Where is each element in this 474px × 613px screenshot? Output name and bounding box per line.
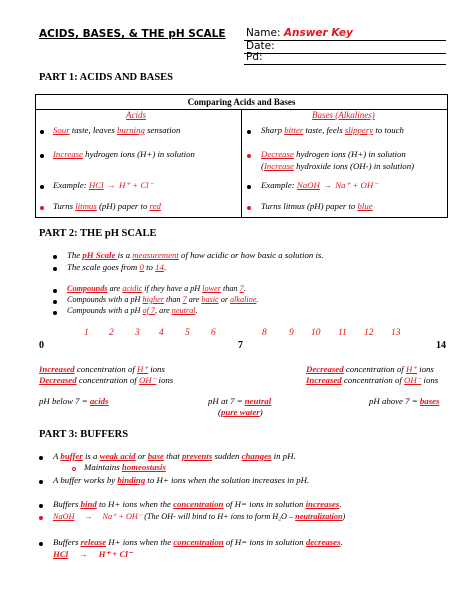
bullet	[53, 267, 57, 271]
base-side-h-ions: Decreased concentration of H⁺ ions	[306, 364, 434, 374]
comparison-table	[35, 94, 448, 218]
acids-row-hydrogen: Increase hydrogen ions (H+) in solution	[53, 149, 195, 159]
scale-number: 9	[289, 328, 294, 338]
maintains-homeostasis: Maintains homeostasis	[84, 462, 166, 472]
date-label: Date:	[246, 40, 275, 52]
arrow-icon: →	[78, 549, 88, 559]
scale-mid-7: 7	[238, 340, 243, 351]
table-caption: Comparing Acids and Bases	[187, 97, 296, 107]
pure-water: (pure water)	[218, 407, 263, 417]
ph-at-7: pH at 7 = neutral	[208, 396, 272, 406]
basic-rule: Compounds with a pH higher than 7 are basic or alkaline.	[67, 295, 259, 304]
bullet	[247, 185, 251, 189]
bullet	[39, 504, 43, 508]
scale-number: 4	[159, 328, 164, 338]
scale-number: 11	[338, 328, 347, 338]
document-title: ACIDS, BASES, & THE pH SCALE	[39, 28, 226, 40]
acid-side-h-ions: Increased concentration of H⁺ ions	[39, 364, 165, 374]
ph-below-7: pH below 7 = acids	[39, 396, 109, 406]
ph-scale-definition: The pH Scale is a measurement of how acidic or how basic a solution is.	[67, 250, 324, 260]
name-label: Name:	[246, 27, 281, 39]
date-line	[244, 53, 446, 54]
scale-number: 3	[135, 328, 140, 338]
bullet	[40, 130, 44, 134]
acid-side-oh-ions: Decreased concentration of OH⁻ ions	[39, 375, 174, 385]
naoh-equation: NaOH → Na⁺ + OH⁻ (The OH- will bind to H+ ions to form H₂O – neutralization)	[53, 512, 346, 521]
scale-number: 1	[84, 328, 89, 338]
buffers-bind: Buffers bind to H+ ions when the concentration of H= ions in solution increases.	[53, 499, 342, 509]
bullet	[40, 206, 44, 210]
buffers-release: Buffers release H+ ions when the concentration of H= ions in solution decreases.	[53, 537, 343, 547]
bullet	[39, 542, 43, 546]
acids-row-taste: Sour taste, leaves burning sensation	[53, 125, 181, 135]
name-value: Answer Key	[283, 27, 353, 39]
bullet	[53, 311, 57, 315]
bullet	[39, 456, 43, 460]
sub-bullet	[72, 467, 76, 471]
bullet	[39, 516, 43, 520]
pd-label: Pd:	[246, 51, 263, 63]
scale-number: 2	[109, 328, 114, 338]
bases-row-example: Example: NaOH → Na⁺ + OH⁻	[261, 180, 378, 190]
part3-heading: PART 3: BUFFERS	[39, 429, 129, 440]
bullet	[53, 289, 57, 293]
hcl-equation: HCl → H⁺ + Cl⁻	[53, 549, 133, 559]
ph-above-7: pH above 7 = bases	[369, 396, 440, 406]
bases-row-hydrogen: Decrease hydrogen ions (H+) in solution	[261, 149, 406, 159]
acids-header: Acids	[126, 110, 146, 120]
bullet	[53, 255, 57, 259]
bullet	[247, 206, 251, 210]
bullet	[247, 130, 251, 134]
part2-heading: PART 2: THE pH SCALE	[39, 228, 157, 239]
bullet	[40, 154, 44, 158]
base-side-oh-ions: Increased concentration of OH⁻ ions	[306, 375, 439, 385]
scale-number: 12	[364, 328, 374, 338]
scale-number: 13	[391, 328, 401, 338]
ph-scale-range: The scale goes from 0 to 14.	[67, 262, 167, 272]
name-field	[246, 27, 353, 39]
arrow-icon: →	[84, 512, 93, 521]
neutral-rule: Compounds with a pH of 7, are neutral.	[67, 306, 198, 315]
scale-number: 5	[185, 328, 190, 338]
scale-end-0: 0	[39, 340, 44, 351]
arrow-icon: →	[323, 180, 332, 190]
bases-header	[312, 110, 375, 120]
buffer-definition: A buffer is a weak acid or base that prevents sudden changes in pH.	[53, 451, 296, 461]
table-column-divider	[241, 109, 242, 217]
buffer-mechanism: A buffer works by binding to H+ ions when the solution increases in pH.	[53, 475, 310, 485]
acidic-rule: Compounds are acidic if they have a pH lower than 7.	[67, 284, 246, 293]
bullet	[247, 154, 251, 158]
bases-row-litmus: Turns litmus (pH) paper to blue	[261, 201, 373, 211]
bullet	[40, 185, 44, 189]
scale-number: 10	[311, 328, 321, 338]
arrow-icon: →	[106, 180, 116, 190]
scale-end-14: 14	[436, 340, 446, 351]
pd-line	[244, 64, 446, 65]
bullet	[53, 300, 57, 304]
acids-row-example: Example: HCl → H⁺ + Cl⁻	[53, 180, 154, 190]
scale-number: 6	[211, 328, 216, 338]
bases-header-text: Bases (Alkalines)	[312, 110, 375, 120]
acids-row-litmus: Turns litmus (pH) paper to red	[53, 201, 161, 211]
bases-row-taste: Sharp bitter taste, feels slippery to touch	[261, 125, 404, 135]
scale-number: 8	[262, 328, 267, 338]
bases-row-hydroxide: (Increase hydroxide ions (OH-) in solution)	[261, 161, 415, 171]
part1-heading: PART 1: ACIDS AND BASES	[39, 72, 174, 83]
bullet	[39, 480, 43, 484]
